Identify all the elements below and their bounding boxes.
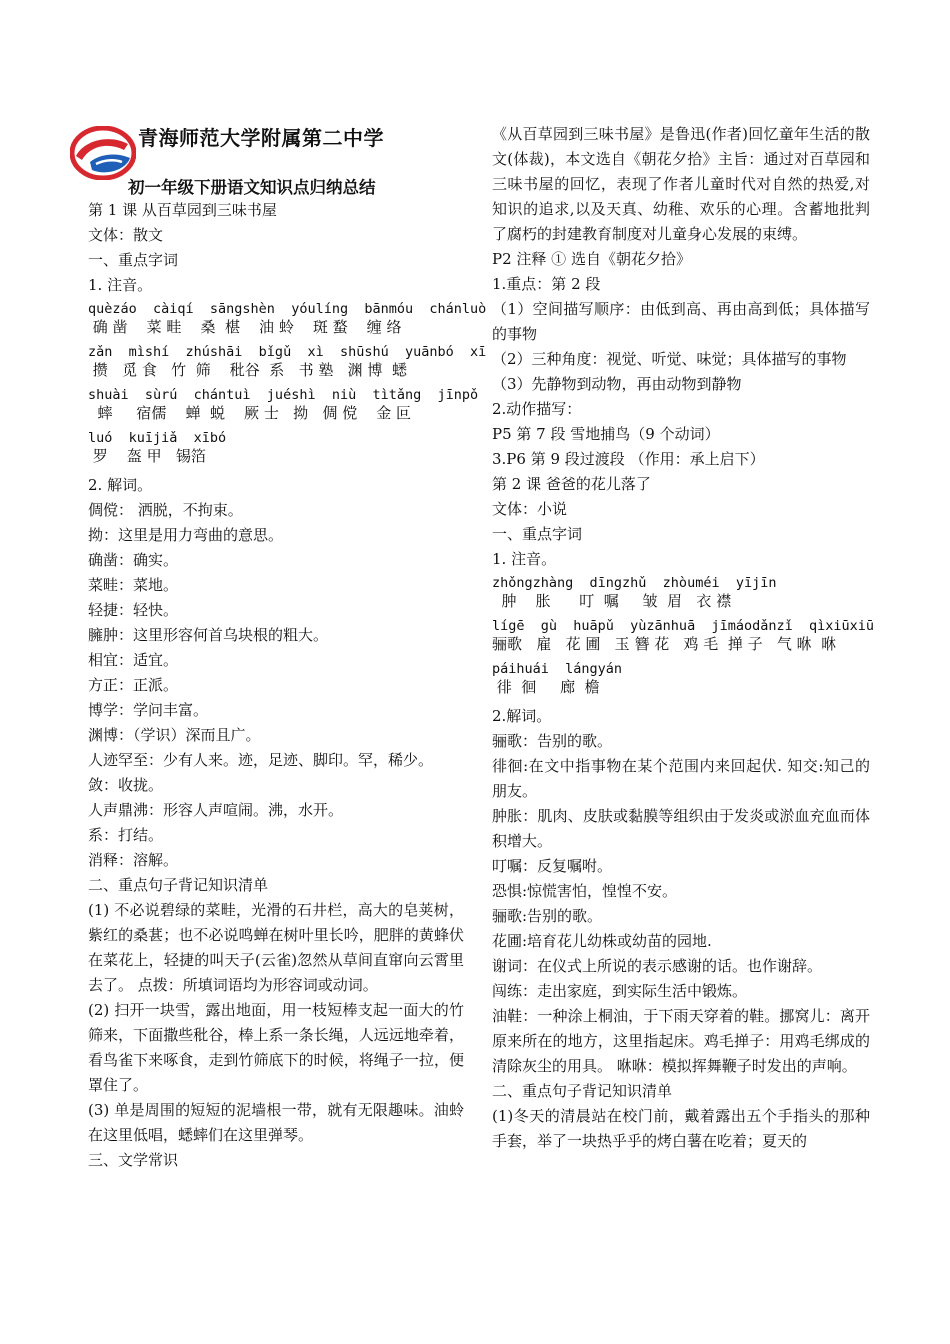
definition: 恐惧:惊慌害怕，惶惶不安。 [492, 882, 678, 900]
definition: 臃肿：这里形容何首乌块根的粗大。 [88, 626, 329, 644]
definition: 人声鼎沸：形容人声喧闹。沸，水开。 [88, 801, 344, 819]
pinyin-row: zhǒngzhàng dīngzhǔ zhòuméi yījīn [492, 575, 777, 591]
definition: 人迹罕至：少有人来。迹，足迹、脚印。罕，稀少。 [88, 751, 434, 769]
left-column [88, 198, 487, 1173]
definition: 谢词：在仪式上所说的表示感谢的话。也作谢辞。 [492, 957, 823, 975]
section-heading: 二、重点句子背记知识清单 [88, 876, 269, 894]
hanzi-row: 徘 徊 廊 檐 [492, 678, 600, 696]
definition: 倜傥： 洒脱，不拘束。 [88, 501, 243, 519]
definition: 闯练：走出家庭，到实际生活中锻炼。 [492, 982, 748, 1000]
note-line: 2.动作描写： [492, 400, 582, 418]
literature-paragraph: 《从百草园到三味书屋》是鲁迅(作者)回忆童年生活的散文(体裁)，本文选自《朝花夕拾》主旨：通过对百草园和三味书屋的回忆，表现了作者儿童时代对自然的热爱,对知识的追求,以及天真、幼稚、欢乐的心理。含蓄地批判了腐朽的封建教育制度对儿童身心发展的束缚。 [492, 125, 870, 243]
pinyin-row: páihuái lángyán [492, 661, 623, 677]
subsection-heading: 2.解词。 [492, 707, 552, 725]
definition: 肿胀：肌肉、皮肤或黏膜等组织由于发炎或淤血充血而体积增大。 [492, 807, 870, 850]
subsection-heading: 2. 解词。 [88, 476, 153, 494]
genre-line: 文体：散文 [88, 226, 164, 244]
note-line: （1）空间描写顺序：由低到高、再由高到低；具体描写的事物 [492, 300, 870, 343]
school-logo [70, 126, 136, 180]
pinyin-group [88, 387, 479, 423]
hanzi-row: 攒 觅 食 竹 筛 秕谷 系 书 塾 渊 博 蟋 [88, 361, 407, 379]
definition: 确凿：确实。 [88, 551, 179, 569]
hanzi-row: 肿 胀 叮 嘱 皱 眉 衣 襟 [492, 592, 732, 610]
school-name: 青海师范大学附属第二中学 [138, 126, 384, 150]
subsection-heading: 1. 注音。 [492, 550, 557, 568]
definition: 系：打结。 [88, 826, 164, 844]
subsection-heading: 1. 注音。 [88, 276, 153, 294]
key-sentence: (1) 不必说碧绿的菜畦，光滑的石井栏，高大的皂荚树，紫红的桑葚；也不必说鸣蝉在树叶里长吟，肥胖的黄蜂伏在菜花上，轻捷的叫天子(云雀)忽然从草间直窜向云霄里去了。 点拨：所填词语均为形容词或动词。 [88, 901, 464, 994]
pinyin-row: quèzáo càiqí sāngshèn yóulíng bānmóu chánluò [88, 301, 487, 317]
lesson-heading: 第 1 课 从百草园到三味书屋 [88, 201, 277, 219]
genre-line: 文体：小说 [492, 500, 568, 518]
pinyin-row: shuài sùrú chántuì juéshì niù tìtǎng jīnpǒ [88, 387, 479, 403]
definition: 菜畦：菜地。 [88, 576, 179, 594]
section-heading: 一、重点字词 [492, 525, 583, 543]
definition: 相宜：适宜。 [88, 651, 179, 669]
definition: 方正：正派。 [88, 676, 179, 694]
note-line: P2 注释 ① 选自《朝花夕拾》 [492, 250, 691, 268]
definition: 油鞋：一种涂上桐油，于下雨天穿着的鞋。挪窝儿：离开原来所在的地方，这里指起床。鸡毛掸子：用鸡毛绑成的清除灰尘的用具。 咻咻：模拟挥舞鞭子时发出的声响。 [492, 1007, 870, 1075]
pinyin-group [88, 344, 487, 380]
pinyin-group [492, 575, 870, 611]
definition: 拗：这里是用力弯曲的意思。 [88, 526, 284, 544]
section-heading: 二、重点句子背记知识清单 [492, 1082, 673, 1100]
definition: 花圃:培育花儿幼株或幼苗的园地. [492, 932, 712, 950]
pinyin-row: lígē gù huāpǔ yùzānhuā jīmáodǎnzǐ qìxiūxiū [492, 618, 875, 634]
section-heading: 三、文学常识 [88, 1151, 179, 1169]
document-title: 初一年级下册语文知识点归纳总结 [128, 178, 376, 197]
pinyin-row: zǎn mìshí zhúshāi bǐgǔ xì shūshú yuānbó xī [88, 344, 487, 360]
note-line: （3）先静物到动物，再由动物到静物 [492, 375, 742, 393]
definition: 徘徊:在文中指事物在某个范围内来回起伏. 知交:知己的朋友。 [492, 757, 870, 800]
pinyin-group [88, 301, 487, 337]
definition: 敛：收拢。 [88, 776, 164, 794]
hanzi-row: 罗 盔 甲 锡箔 [88, 447, 206, 465]
note-line: （2）三种角度：视觉、听觉、味觉；具体描写的事物 [492, 350, 847, 368]
definition: 叮嘱：反复嘱咐。 [492, 857, 613, 875]
hanzi-row: 骊歌 雇 花 圃 玉 簪 花 鸡 毛 掸 子 气 咻 咻 [492, 635, 837, 653]
hanzi-row: 确 凿 菜 畦 桑 椹 油 蛉 斑 蝥 缠 络 [88, 318, 402, 336]
key-sentence: (3) 单是周围的短短的泥墙根一带，就有无限趣味。油蛉在这里低唱，蟋蟀们在这里弹琴。 [88, 1101, 464, 1144]
pinyin-row: luó kuījiǎ xībó [88, 430, 227, 446]
hanzi-row: 蟀 宿儒 蝉 蜕 厥 士 拗 倜 傥 金 叵 [88, 404, 412, 422]
note-line: 3.P6 第 9 段过渡段 （作用：承上启下） [492, 450, 765, 468]
definition: 骊歌:告别的歌。 [492, 907, 603, 925]
key-sentence: (1)冬天的清晨站在校门前，戴着露出五个手指头的那种手套，举了一块热乎乎的烤白薯在吃着；夏天的 [492, 1107, 870, 1150]
definition: 骊歌：告别的歌。 [492, 732, 613, 750]
key-sentence: (2) 扫开一块雪，露出地面，用一枝短棒支起一面大的竹筛来，下面撒些秕谷，棒上系一条长绳，人远远地牵着，看鸟雀下来啄食，走到竹筛底下的时候，将绳子一拉，便罩住了。 [88, 1001, 464, 1094]
pinyin-group [88, 430, 464, 466]
definition: 消释：溶解。 [88, 851, 179, 869]
lesson-heading: 第 2 课 爸爸的花儿落了 [492, 475, 651, 493]
definition: 轻捷：轻快。 [88, 601, 179, 619]
note-line: P5 第 7 段 雪地捕鸟（9 个动词） [492, 425, 720, 443]
note-line: 1.重点：第 2 段 [492, 275, 601, 293]
section-heading: 一、重点字词 [88, 251, 179, 269]
pinyin-group [492, 618, 875, 654]
definition: 渊博：（学识）深而且广。 [88, 726, 261, 744]
pinyin-group [492, 661, 870, 697]
definition: 博学：学问丰富。 [88, 701, 209, 719]
right-column [492, 122, 875, 1154]
